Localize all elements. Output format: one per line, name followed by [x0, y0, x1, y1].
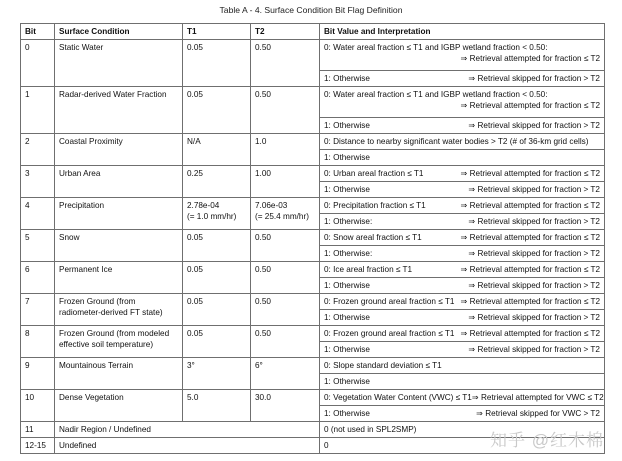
table-row — [21, 262, 605, 278]
t2-cell — [251, 198, 320, 230]
interpretation-line — [324, 345, 600, 356]
interpretation-bit0-cell — [320, 326, 605, 342]
interpretation-result: ⇒ Retrieval skipped for fraction > T2 — [468, 74, 600, 83]
interpretation-condition: 1: Otherwise — [324, 377, 370, 386]
bit-cell: 6 — [21, 262, 55, 294]
interpretation-bit0-cell — [320, 230, 605, 246]
interpretation-line — [324, 393, 604, 404]
interpretation-bit0-cell — [320, 87, 605, 118]
interpretation-condition: 0: Water areal fraction ≤ T1 and IGBP wetland fraction < 0.50: — [324, 90, 548, 99]
header-row — [21, 24, 605, 40]
surface-condition-cell: Undefined — [55, 438, 320, 454]
surface-condition-cell — [55, 326, 183, 358]
t2-line: 0.50 — [255, 297, 271, 306]
table-row — [21, 87, 605, 118]
table-row — [21, 294, 605, 310]
surface-condition-cell — [55, 134, 183, 166]
condition-line: radiometer-derived FT state) — [59, 307, 163, 317]
interpretation-result: ⇒ Retrieval skipped for fraction > T2 — [468, 345, 600, 354]
condition-line: effective soil temperature) — [59, 339, 154, 349]
interpretation-line — [324, 54, 600, 65]
condition-line: Snow — [59, 233, 80, 242]
interpretation-result: ⇒ Retrieval attempted for fraction ≤ T2 — [460, 297, 600, 306]
interpretation-bit0-cell — [320, 390, 605, 406]
interpretation-bit1-cell — [320, 182, 605, 198]
interpretation-bit1-cell — [320, 150, 605, 166]
interpretation-condition: 1: Otherwise — [324, 345, 370, 354]
interpretation-condition: 1: Otherwise: — [324, 217, 373, 226]
t2-cell — [251, 230, 320, 262]
t2-line: 0.50 — [255, 265, 271, 274]
interpretation-condition: 1: Otherwise — [324, 121, 370, 130]
interpretation-bit0-cell — [320, 262, 605, 278]
t2-cell — [251, 87, 320, 134]
t2-line: 7.06e-03 — [255, 201, 288, 210]
interpretation-line — [324, 281, 600, 292]
surface-condition-cell — [55, 230, 183, 262]
interpretation-bit1-cell — [320, 214, 605, 230]
interpretation-condition: 1: Otherwise — [324, 313, 370, 322]
interpretation-condition: 1: Otherwise — [324, 185, 370, 194]
interpretation-line — [324, 153, 600, 164]
t2-line: 6° — [255, 361, 263, 370]
interpretation-bit1-cell — [320, 118, 605, 134]
interpretation-line — [324, 201, 600, 212]
t1-cell — [183, 230, 251, 262]
t1-line: 0.05 — [187, 90, 203, 99]
surface-condition-cell — [55, 166, 183, 198]
t2-cell — [251, 326, 320, 358]
t2-line: 1.00 — [255, 169, 271, 178]
interpretation-bit0-cell — [320, 40, 605, 71]
bit-cell: 1 — [21, 87, 55, 134]
interpretation-result: ⇒ Retrieval attempted for fraction ≤ T2 — [460, 201, 600, 210]
interpretation-condition: 0: Water areal fraction ≤ T1 and IGBP wetland fraction < 0.50: — [324, 43, 548, 52]
t2-line: 0.50 — [255, 329, 271, 338]
interpretation-cell: 0 — [320, 438, 605, 454]
interpretation-line — [324, 265, 600, 276]
t1-cell — [183, 390, 251, 422]
interpretation-bit0-cell — [320, 198, 605, 214]
t2-cell — [251, 390, 320, 422]
interpretation-result: ⇒ Retrieval attempted for fraction ≤ T2 — [460, 265, 600, 274]
surface-condition-cell — [55, 198, 183, 230]
condition-line: Frozen Ground (from — [59, 297, 136, 306]
surface-condition-cell — [55, 358, 183, 390]
bit-cell: 7 — [21, 294, 55, 326]
t2-cell — [251, 294, 320, 326]
t2-line: 30.0 — [255, 393, 271, 402]
t1-cell — [183, 198, 251, 230]
header-t1: T1 — [183, 24, 251, 40]
interpretation-condition: 0: Urban areal fraction ≤ T1 — [324, 169, 424, 178]
table-row — [21, 166, 605, 182]
interpretation-result: ⇒ Retrieval skipped for fraction > T2 — [468, 249, 600, 258]
interpretation-line — [324, 217, 600, 228]
interpretation-condition: 1: Otherwise — [324, 153, 370, 162]
interpretation-result: ⇒ Retrieval skipped for fraction > T2 — [468, 281, 600, 290]
table-row — [21, 40, 605, 71]
interpretation-line — [324, 137, 600, 148]
t1-cell — [183, 294, 251, 326]
condition-line: Precipitation — [59, 201, 105, 210]
interpretation-line — [324, 297, 600, 308]
bit-cell: 2 — [21, 134, 55, 166]
t1-cell — [183, 87, 251, 134]
surface-condition-table — [20, 23, 605, 454]
condition-line: Mountainous Terrain — [59, 361, 134, 370]
interpretation-condition: 0: Frozen ground areal fraction ≤ T1 — [324, 329, 455, 338]
t1-cell — [183, 166, 251, 198]
header-t2: T2 — [251, 24, 320, 40]
interpretation-result: ⇒ Retrieval skipped for fraction > T2 — [468, 217, 600, 226]
t1-line: 3° — [187, 361, 195, 370]
surface-condition-cell — [55, 87, 183, 134]
t1-line: 0.05 — [187, 265, 203, 274]
bit-cell: 3 — [21, 166, 55, 198]
t1-line: N/A — [187, 137, 201, 146]
interpretation-line — [324, 313, 600, 324]
t1-line: 0.05 — [187, 43, 203, 52]
t2-line: (= 25.4 mm/hr) — [255, 211, 309, 221]
t1-cell — [183, 134, 251, 166]
t2-line: 1.0 — [255, 137, 267, 146]
interpretation-bit0-cell — [320, 294, 605, 310]
interpretation-condition: 0: Slope standard deviation ≤ T1 — [324, 361, 442, 370]
interpretation-result: ⇒ Retrieval attempted for fraction ≤ T2 — [460, 329, 600, 338]
interpretation-bit1-cell — [320, 71, 605, 87]
t1-line: (= 1.0 mm/hr) — [187, 211, 237, 221]
interpretation-line — [324, 74, 600, 85]
interpretation-result: ⇒ Retrieval attempted for fraction ≤ T2 — [460, 53, 600, 63]
t1-cell — [183, 326, 251, 358]
interpretation-bit1-cell — [320, 278, 605, 294]
t2-cell — [251, 134, 320, 166]
interpretation-condition: 0: Snow areal fraction ≤ T1 — [324, 233, 422, 242]
interpretation-bit1-cell — [320, 246, 605, 262]
interpretation-line — [324, 361, 600, 372]
condition-line: Dense Vegetation — [59, 393, 124, 402]
interpretation-result: ⇒ Retrieval skipped for fraction > T2 — [468, 121, 600, 130]
interpretation-line — [324, 169, 600, 180]
t1-cell — [183, 262, 251, 294]
interpretation-line — [324, 377, 600, 388]
interpretation-bit1-cell — [320, 374, 605, 390]
interpretation-line — [324, 121, 600, 132]
surface-condition-cell — [55, 294, 183, 326]
header-bit: Bit — [21, 24, 55, 40]
table-row — [21, 390, 605, 406]
bit-cell: 10 — [21, 390, 55, 422]
interpretation-bit1-cell — [320, 342, 605, 358]
interpretation-result: ⇒ Retrieval attempted for fraction ≤ T2 — [460, 233, 600, 242]
interpretation-bit1-cell — [320, 310, 605, 326]
table-row — [21, 326, 605, 342]
interpretation-condition: 0: Frozen ground areal fraction ≤ T1 — [324, 297, 455, 306]
bit-cell: 9 — [21, 358, 55, 390]
bit-cell: 12-15 — [21, 438, 55, 454]
interpretation-result: ⇒ Retrieval attempted for VWC ≤ T2 — [471, 393, 604, 402]
interpretation-line — [324, 90, 600, 101]
interpretation-line — [324, 233, 600, 244]
interpretation-line — [324, 43, 600, 54]
interpretation-condition: 1: Otherwise — [324, 74, 370, 83]
interpretation-condition: 0: Precipitation fraction ≤ T1 — [324, 201, 426, 210]
interpretation-condition: 0: Distance to nearby significant water bodies > T2 (# of 36-km grid cells) — [324, 137, 589, 146]
t1-line: 0.05 — [187, 329, 203, 338]
condition-line: Static Water — [59, 43, 104, 52]
interpretation-bit0-cell — [320, 358, 605, 374]
condition-line: Permanent Ice — [59, 265, 113, 274]
bit-cell: 11 — [21, 422, 55, 438]
interpretation-line — [324, 185, 600, 196]
interpretation-result: ⇒ Retrieval skipped for VWC > T2 — [476, 409, 600, 418]
condition-line: Frozen Ground (from modeled — [59, 329, 170, 338]
table-caption: Table A - 4. Surface Condition Bit Flag Definition — [219, 5, 403, 15]
t1-line: 0.05 — [187, 233, 203, 242]
table-row — [21, 198, 605, 214]
t1-cell — [183, 40, 251, 87]
interpretation-bit0-cell — [320, 134, 605, 150]
table-row — [21, 134, 605, 150]
condition-line: Radar-derived Water Fraction — [59, 90, 167, 99]
interpretation-cell: 0 (not used in SPL2SMP) — [320, 422, 605, 438]
surface-condition-cell: Nadir Region / Undefined — [55, 422, 320, 438]
interpretation-condition: 0: Vegetation Water Content (VWC) ≤ T1 — [324, 393, 472, 402]
interpretation-condition: 1: Otherwise: — [324, 249, 373, 258]
bit-cell: 4 — [21, 198, 55, 230]
t1-line: 5.0 — [187, 393, 199, 402]
t2-cell — [251, 262, 320, 294]
interpretation-line — [324, 409, 600, 420]
bit-cell: 0 — [21, 40, 55, 87]
surface-condition-cell — [55, 390, 183, 422]
bit-cell: 5 — [21, 230, 55, 262]
interpretation-result: ⇒ Retrieval skipped for fraction > T2 — [468, 313, 600, 322]
t2-line: 0.50 — [255, 43, 271, 52]
interpretation-condition: 0: Ice areal fraction ≤ T1 — [324, 265, 413, 274]
watermark: 知乎 @红木棉 — [490, 431, 604, 450]
interpretation-line — [324, 101, 600, 112]
table-row — [21, 230, 605, 246]
condition-line: Urban Area — [59, 169, 101, 178]
interpretation-condition: 1: Otherwise — [324, 281, 370, 290]
interpretation-result: ⇒ Retrieval skipped for fraction > T2 — [468, 185, 600, 194]
t1-line: 0.25 — [187, 169, 203, 178]
interpretation-result: ⇒ Retrieval attempted for fraction ≤ T2 — [460, 169, 600, 178]
surface-condition-cell — [55, 40, 183, 87]
header-interpretation: Bit Value and Interpretation — [320, 24, 605, 40]
t1-line: 0.05 — [187, 297, 203, 306]
interpretation-condition: 1: Otherwise — [324, 409, 370, 418]
t2-cell — [251, 358, 320, 390]
interpretation-result: ⇒ Retrieval attempted for fraction ≤ T2 — [460, 100, 600, 110]
bit-cell: 8 — [21, 326, 55, 358]
t2-cell — [251, 40, 320, 87]
t1-cell — [183, 358, 251, 390]
interpretation-line — [324, 329, 600, 340]
t2-line: 0.50 — [255, 233, 271, 242]
t2-line: 0.50 — [255, 90, 271, 99]
t2-cell — [251, 166, 320, 198]
surface-condition-cell — [55, 262, 183, 294]
condition-line: Coastal Proximity — [59, 137, 123, 146]
t1-line: 2.78e-04 — [187, 201, 220, 210]
interpretation-line — [324, 249, 600, 260]
interpretation-bit0-cell — [320, 166, 605, 182]
table-row — [21, 358, 605, 374]
interpretation-bit1-cell — [320, 406, 605, 422]
header-surface-condition: Surface Condition — [55, 24, 183, 40]
